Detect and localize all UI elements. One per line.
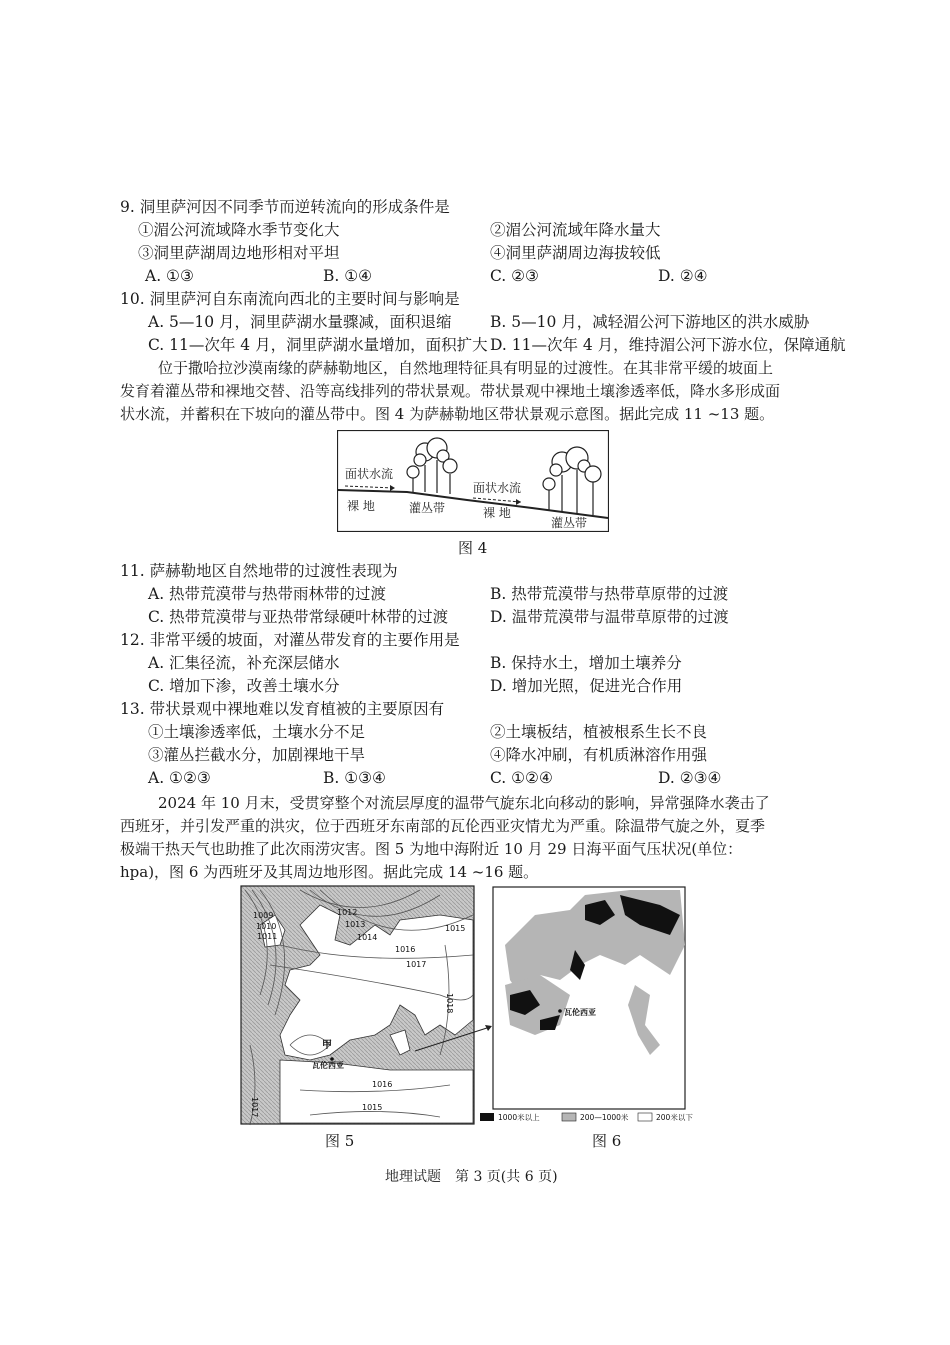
isobar-label-1014: 1014: [357, 933, 378, 942]
figure-5-6-maps: [240, 885, 730, 1128]
figure-4-caption: 图 4: [458, 539, 488, 557]
fig4-bare-label-1: 裸 地: [347, 499, 375, 513]
passage1-line2: 发育着灌丛带和裸地交替、沿等高线排列的带状景观。带状景观中裸地土壤渗透率低，降水多形成面: [120, 382, 781, 400]
q9-statement-3: ③洞里萨湖周边地形相对平坦: [138, 244, 340, 262]
isobar-label-1011: 1011: [257, 932, 278, 941]
figure-6-legend: [480, 1112, 693, 1122]
isobar-label-1015: 1015: [445, 924, 466, 933]
isobar-label-1017-west: 1017: [250, 1097, 259, 1118]
q13-stem: 13. 带状景观中裸地难以发育植被的主要原因有: [120, 700, 445, 718]
fig4-shrub-label-2: 灌丛带: [551, 516, 588, 530]
passage2-line4: hpa)，图 6 为西班牙及其周边地形图。据此完成 14 ~16 题。: [120, 863, 539, 881]
isobar-label-1016-south: 1016: [372, 1080, 393, 1089]
fig4-flow-label-1: 面状水流: [345, 467, 394, 481]
q9-statement-4: ④洞里萨湖周边海拔较低: [490, 244, 661, 262]
q11-option-b: B. 热带荒漠带与热带草原带的过渡: [490, 585, 729, 603]
figure-5-caption: 图 5: [325, 1132, 355, 1150]
isobar-label-1013: 1013: [345, 920, 366, 929]
fig6-valencia-point-icon: [558, 1009, 562, 1013]
q11-option-a: A. 热带荒漠带与热带雨林带的过渡: [148, 585, 387, 603]
isobar-label-1016: 1016: [395, 945, 416, 954]
q9-option-a: A. ①③: [145, 267, 194, 285]
isobar-label-1018: 1018: [445, 993, 454, 1014]
q12-option-c: C. 增加下渗，改善土壤水分: [148, 677, 340, 695]
q10-option-b: B. 5—10 月，减轻湄公河下游地区的洪水威胁: [490, 313, 810, 331]
q13-option-a: A. ①②③: [148, 769, 211, 787]
figure-6-caption: 图 6: [592, 1132, 622, 1150]
figure-4-diagram: [337, 430, 609, 532]
page-footer: 地理试题 第 3 页(共 6 页): [385, 1169, 558, 1185]
q10-option-a: A. 5—10 月，洞里萨湖水量骤减，面积退缩: [148, 313, 452, 331]
q13-statement-4: ④降水冲刷，有机质淋溶作用强: [490, 746, 708, 764]
fig4-bare-label-2: 裸 地: [483, 506, 511, 520]
q13-option-c: C. ①②④: [490, 769, 553, 787]
q12-option-d: D. 增加光照，促进光合作用: [490, 677, 683, 695]
q13-statement-2: ②土壤板结，植被根系生长不良: [490, 723, 708, 741]
q13-statement-3: ③灌丛拦截水分，加剧裸地干旱: [148, 746, 366, 764]
q10-option-d: D. 11—次年 4 月，维持湄公河下游水位，保障通航: [490, 336, 846, 354]
passage2-line3: 极端干热天气也助推了此次雨涝灾害。图 5 为地中海附近 10 月 29 日海平面气压状况(单位：: [120, 840, 743, 858]
fig5-valencia-label: 瓦伦西亚: [312, 1061, 344, 1070]
isobar-label-1017: 1017: [406, 960, 427, 969]
passage1-line1: 位于撒哈拉沙漠南缘的萨赫勒地区，自然地理特征具有明显的过渡性。在其非常平缓的坡面上: [158, 359, 774, 377]
q9-option-b: B. ①④: [323, 267, 373, 285]
passage1-line3: 状水流，并蓄积在下坡向的灌丛带中。图 4 为萨赫勒地区带状景观示意图。据此完成 11 ~13 题。: [120, 405, 775, 423]
legend-label-200-1000: 200—1000米: [580, 1113, 629, 1122]
q9-statement-1: ①湄公河流域降水季节变化大: [138, 221, 340, 239]
q10-option-c: C. 11—次年 4 月，洞里萨湖水量增加，面积扩大: [148, 336, 488, 354]
q11-option-d: D. 温带荒漠带与温带草原带的过渡: [490, 608, 729, 626]
figure-6-terrain-map: [493, 887, 685, 1109]
q10-stem: 10. 洞里萨河自东南流向西北的主要时间与影响是: [120, 290, 460, 308]
q9-option-c: C. ②③: [490, 267, 539, 285]
fig4-flow-label-2: 面状水流: [473, 481, 522, 495]
isobar-label-1009: 1009: [253, 911, 274, 920]
isobar-label-1012: 1012: [337, 908, 358, 917]
passage2-line2: 西班牙，并引发严重的洪灾，位于西班牙东南部的瓦伦西亚灾情尤为严重。除温带气旋之外，夏季: [120, 817, 766, 835]
q13-option-d: D. ②③④: [658, 769, 722, 787]
q13-option-b: B. ①③④: [323, 769, 386, 787]
q12-option-a: A. 汇集径流，补充深层储水: [148, 654, 340, 672]
q13-statement-1: ①土壤渗透率低，土壤水分不足: [148, 723, 366, 741]
q9-stem: 9. 洞里萨河因不同季节而逆转流向的形成条件是: [120, 198, 450, 216]
isobar-label-1015-south: 1015: [362, 1103, 383, 1112]
isobar-label-1010: 1010: [256, 922, 277, 931]
legend-label-1000: 1000米以上: [498, 1113, 540, 1122]
q12-stem: 12. 非常平缓的坡面，对灌丛带发育的主要作用是: [120, 631, 460, 649]
passage2-line1: 2024 年 10 月末，受贯穿整个对流层厚度的温带气旋东北向移动的影响，异常强降水袭击了: [158, 794, 770, 812]
q9-statement-2: ②湄公河流域年降水量大: [490, 221, 661, 239]
point-jia-label: 甲: [322, 1040, 332, 1051]
fig6-valencia-label: 瓦伦西亚: [564, 1008, 596, 1017]
figure-5-pressure-map: [241, 886, 474, 1125]
legend-label-200: 200米以下: [656, 1113, 693, 1122]
q11-option-c: C. 热带荒漠带与亚热带常绿硬叶林带的过渡: [148, 608, 449, 626]
q12-option-b: B. 保持水土，增加土壤养分: [490, 654, 682, 672]
q11-stem: 11. 萨赫勒地区自然地带的过渡性表现为: [120, 562, 398, 580]
q9-option-d: D. ②④: [658, 267, 708, 285]
fig4-shrub-label-1: 灌丛带: [409, 501, 446, 515]
